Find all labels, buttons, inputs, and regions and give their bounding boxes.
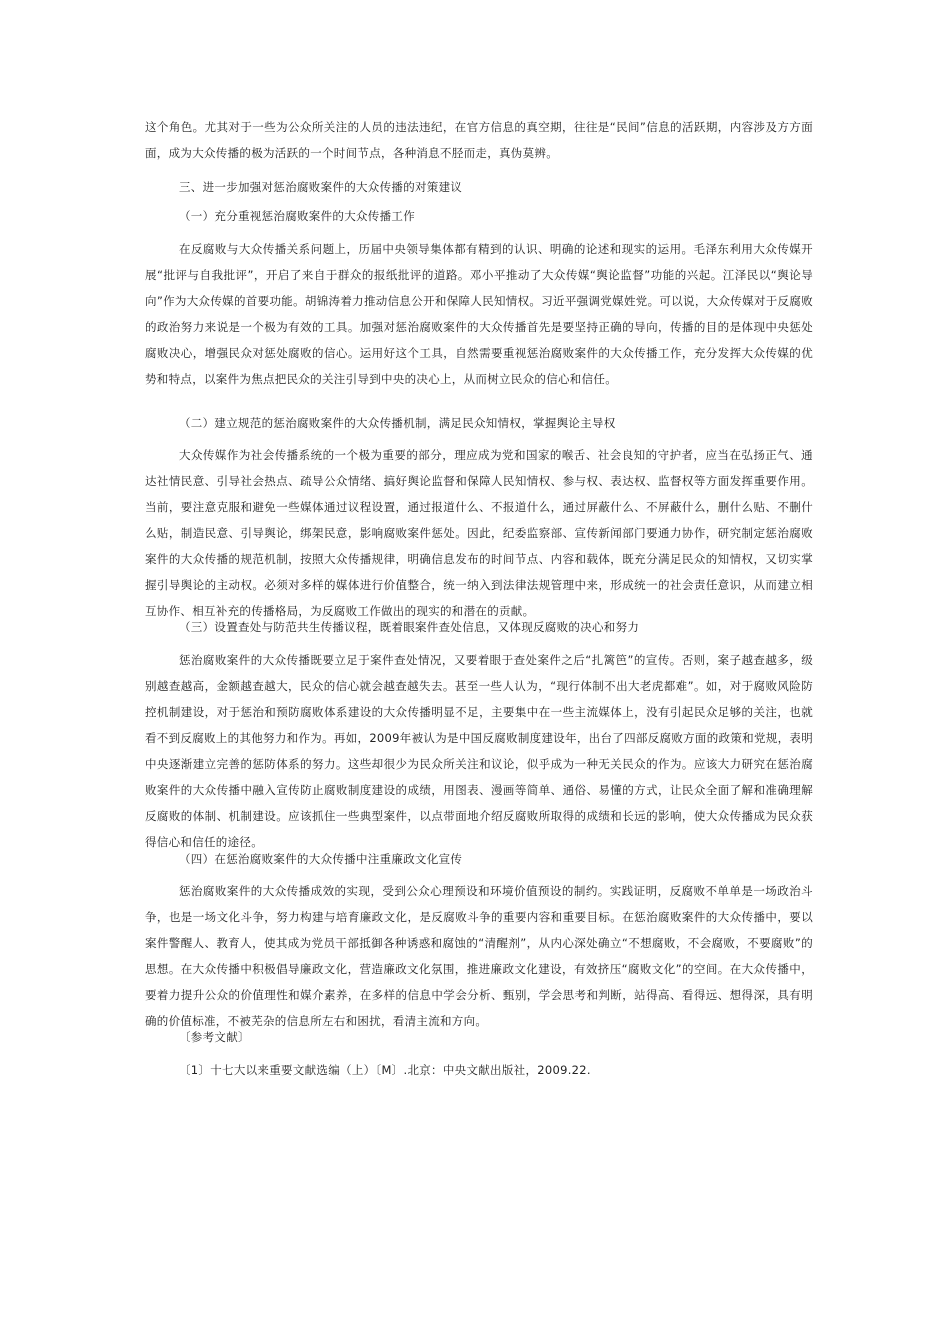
subsection-4-body: 惩治腐败案件的大众传播成效的实现，受到公众心理预设和环境价值预设的制约。实践证明，反腐败不单单是一场政治斗争，也是一场文化斗争，努力构建与培育廉政文化，是反腐败斗争的重要内容和重要目标。在惩治腐败案件的大众传播中，要以案件警醒人、教育人，使其成为党员干部抵御各种诱惑和腐蚀的“清醒剂”，从内心深处确立“不想腐败，不会腐败，不要腐败”的思想。在大众传播中积极倡导廉政文化，营造廉政文化氛围，推进廉政文化建设，有效挤压“腐败文化”的空间。在大众传播中，要着力提升公众的价值理性和媒介素养，在多样的信息中学会分析、甄别，学会思考和判断，站得高、看得远、想得深，具有明确的价值标准，不被芜杂的信息所左右和困扰，看清主流和方向。 <box>145 884 813 1028</box>
section-title: 三、进一步加强对惩治腐败案件的大众传播的对策建议 <box>179 180 463 194</box>
subsection-4-title: （四）在惩治腐败案件的大众传播中注重廉政文化宣传 <box>179 852 463 866</box>
subsection-2-title: （二）建立规范的惩治腐败案件的大众传播机制，满足民众知情权，掌握舆论主导权 <box>179 416 616 430</box>
subsection-1-body: 在反腐败与大众传播关系问题上，历届中央领导集体都有精到的认识、明确的论述和现实的运用。毛泽东利用大众传媒开展“批评与自我批评”，开启了来自于群众的报纸批评的道路。邓小平推动了大众传媒“舆论监督”功能的兴起。江泽民以“舆论导向”作为大众传媒的首要功能。胡锦涛着力推动信息公开和保障人民知情权。习近平强调党媒姓党。可以说，大众传媒对于反腐败的政治努力来说是一个极为有效的工具。加强对惩治腐败案件的大众传播首先是要坚持正确的导向，传播的目的是体现中央惩处腐败决心，增强民众对惩处腐败的信心。运用好这个工具，自然需要重视惩治腐败案件的大众传播工作，充分发挥大众传媒的优势和特点，以案件为焦点把民众的关注引导到中央的决心上，从而树立民众的信心和信任。 <box>145 242 813 386</box>
references-title: 〔参考文献〕 <box>179 1030 250 1044</box>
intro-continuation-paragraph: 这个角色。尤其对于一些为公众所关注的人员的违法违纪，在官方信息的真空期，往往是“民间”信息的活跃期，内容涉及方方面面，成为大众传播的极为活跃的一个时间节点，各种消息不胫而走，真伪莫辨。 <box>145 120 813 160</box>
reference-item: 〔1〕十七大以来重要文献选编（上）〔M〕.北京：中央文献出版社，2009.22. <box>179 1063 591 1077</box>
subsection-2-body: 大众传媒作为社会传播系统的一个极为重要的部分，理应成为党和国家的喉舌、社会良知的守护者，应当在弘扬正气、通达社情民意、引导社会热点、疏导公众情绪、搞好舆论监督和保障人民知情权、参与权、表达权、监督权等方面发挥重要作用。当前，要注意克服和避免一些媒体通过议程设置，通过报道什么、不报道什么，通过屏蔽什么、不屏蔽什么，删什么贴、不删什么贴，制造民意、引导舆论，绑架民意，影响腐败案件惩处。因此，纪委监察部、宣传新闻部门要通力协作，研究制定惩治腐败案件的大众传播的规范机制，按照大众传播规律，明确信息发布的时间节点、内容和载体，既充分满足民众的知情权，又切实掌握引导舆论的主动权。必须对多样的媒体进行价值整合，统一纳入到法律法规管理中来，形成统一的社会责任意识，从而建立相互协作、相互补充的传播格局，为反腐败工作做出的现实的和潜在的贡献。 <box>145 448 813 618</box>
subsection-1-title: （一）充分重视惩治腐败案件的大众传播工作 <box>179 209 415 223</box>
subsection-3-body: 惩治腐败案件的大众传播既要立足于案件查处情况，又要着眼于查处案件之后“扎篱笆”的宣传。否则，案子越查越多，级别越查越高，金额越查越大，民众的信心就会越查越失去。甚至一些人认为，“现行体制不出大老虎都难”。如，对于腐败风险防控机制建设，对于惩治和预防腐败体系建设的大众传播明显不足，主要集中在一些主流媒体上，没有引起民众足够的关注，也就看不到反腐败上的其他努力和作为。再如，2009年被认为是中国反腐败制度建设年，出台了四部反腐败方面的政策和党规，表明中央逐渐建立完善的惩防体系的努力。这些却很少为民众所关注和议论，似乎成为一种无关民众的作为。应该大力研究在惩治腐败案件的大众传播中融入宣传防止腐败制度建设的成绩，用图表、漫画等简单、通俗、易懂的方式，让民众全面了解和准确理解反腐败的体制、机制建设。应该抓住一些典型案件，以点带面地介绍反腐败所取得的成绩和长远的影响，使大众传播成为民众获得信心和信任的途径。 <box>145 653 813 849</box>
subsection-3-title: （三）设置查处与防范共生传播议程，既着眼案件查处信息，又体现反腐败的决心和努力 <box>179 620 640 634</box>
